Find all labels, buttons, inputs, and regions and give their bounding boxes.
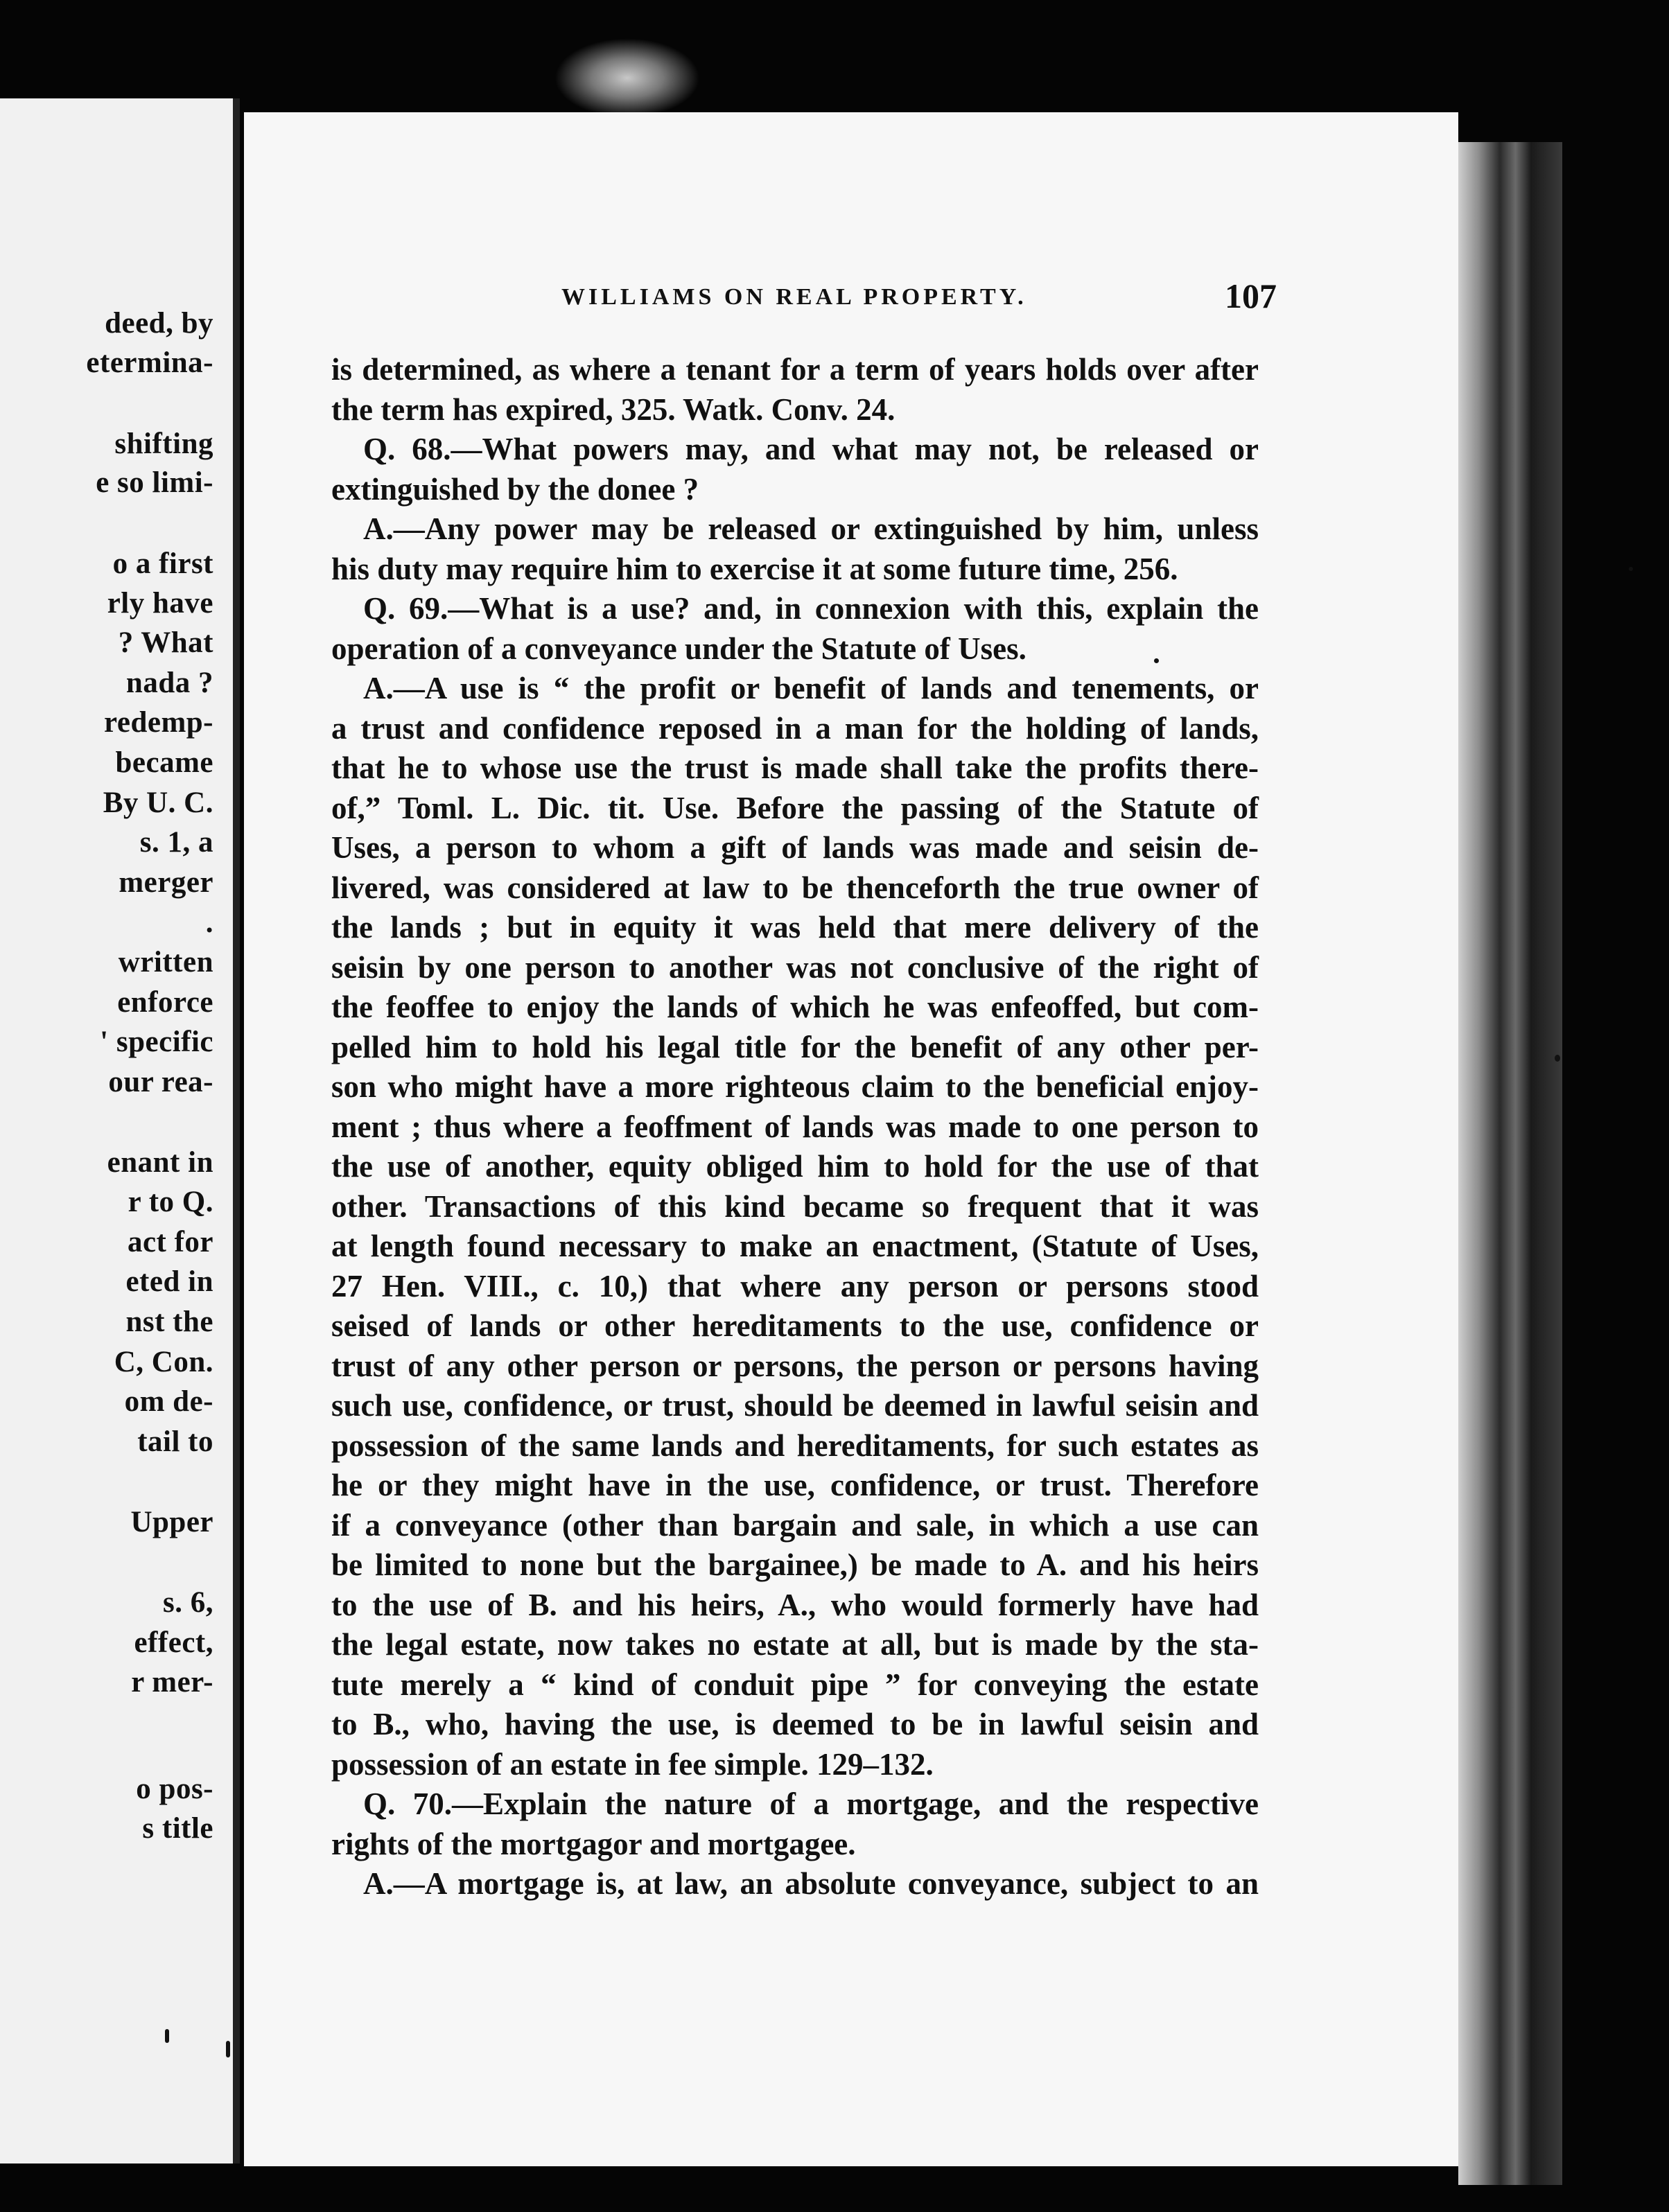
text-line: his duty may require him to exercise it at some future time, 256. [331, 551, 1178, 586]
text-line: the lands ; but in equity it was held that mere delivery of the [331, 910, 1259, 945]
text-line: Q. 68.—What powers may, and what may not, be released or [363, 432, 1259, 466]
left-page-line: act for [127, 1226, 213, 1258]
left-page-line: enant in [107, 1146, 213, 1179]
left-page-line: s. 1, a [139, 826, 213, 859]
left-page-line: became [115, 746, 213, 779]
left-page-line: our rea- [108, 1066, 213, 1098]
left-page-line: r to Q. [128, 1186, 213, 1218]
left-page-line: By U. C. [103, 787, 213, 819]
text-line: is determined, as where a tenant for a term of years holds over after [331, 352, 1259, 387]
text-line: Q. 70.—Explain the nature of a mortgage, and the respective [363, 1787, 1259, 1821]
left-page-line: redemp- [104, 706, 213, 739]
left-page-line: shifting [114, 428, 213, 460]
text-line: seisin by one person to another was not conclusive of the right of [331, 949, 1259, 985]
left-facing-page [0, 98, 240, 2163]
text-line: possession of an estate in fee simple. 129–132. [331, 1746, 934, 1782]
left-page-line: eted in [125, 1265, 213, 1298]
text-line: pelled him to hold his legal title for the benefit of any other per- [331, 1029, 1259, 1064]
text-line: at length found necessary to make an enactment, (Statute of Uses, [331, 1229, 1259, 1263]
text-line: to B., who, having the use, is deemed to be in lawful seisin and [331, 1707, 1259, 1741]
text-line: trust of any other person or persons, the person or persons having [331, 1348, 1259, 1383]
left-page-line: effect, [134, 1626, 213, 1659]
ink-speck [226, 2041, 230, 2057]
text-line: a trust and confidence reposed in a man for the holding of lands, [331, 710, 1259, 746]
left-page-line: . [205, 906, 213, 939]
left-page-line: o a first [112, 547, 213, 580]
text-line: extinguished by the donee ? [331, 471, 699, 507]
text-line: that he to whose use the trust is made shall take the profits there- [331, 750, 1259, 785]
text-line: if a conveyance (other than bargain and sale, in which a use can [331, 1507, 1259, 1543]
running-head [319, 276, 1277, 326]
text-line: livered, was considered at law to be thenceforth the true owner of [331, 870, 1259, 905]
dust-spot [554, 38, 700, 118]
left-page-line: Upper [130, 1506, 213, 1538]
text-line: A.—A use is “ the profit or benefit of lands and tenements, or [363, 671, 1259, 705]
text-line: 27 Hen. VIII., c. 10,) that where any person or persons stood [331, 1268, 1259, 1304]
ink-speck [1154, 658, 1159, 663]
text-line: son who might have a more righteous claim to the beneficial enjoy- [331, 1069, 1259, 1104]
text-line: the term has expired, 325. Watk. Conv. 24. [331, 392, 895, 427]
text-line: the use of another, equity obliged him to hold for the use of that [331, 1149, 1259, 1184]
text-line: the legal estate, now takes no estate at all, but is made by the sta- [331, 1627, 1259, 1662]
text-line: of,” Toml. L. Dic. tit. Use. Before the passing of the Statute of [331, 790, 1259, 825]
text-line: ment ; thus where a feoffment of lands was made to one person to [331, 1109, 1259, 1144]
text-line: to the use of B. and his heirs, A., who would formerly have had [331, 1587, 1259, 1622]
left-page-line: enforce [117, 986, 213, 1019]
left-page-line: r mer- [131, 1666, 213, 1698]
running-title: WILLIAMS ON REAL PROPERTY. [561, 284, 1027, 310]
text-line: he or they might have in the use, confidence, or trust. Therefore [331, 1468, 1259, 1502]
left-page-line: rly have [107, 587, 213, 620]
left-page-line: merger [119, 866, 213, 899]
text-line: operation of a conveyance under the Statute of Uses. [331, 631, 1026, 666]
text-line: Q. 69.—What is a use? and, in connexion with this, explain the [363, 591, 1259, 626]
text-line: rights of the mortgagor and mortgagee. [331, 1826, 856, 1861]
body-text [331, 350, 1259, 1904]
left-page-line: o pos- [136, 1773, 213, 1805]
left-page-line: nst the [125, 1306, 213, 1338]
left-page-line: ? What [118, 626, 213, 659]
left-page-line: nada ? [125, 667, 213, 699]
ink-speck [1555, 1055, 1560, 1062]
ink-speck [1629, 567, 1633, 571]
text-line: seised of lands or other hereditaments to the use, confidence or [331, 1308, 1259, 1343]
page-number: 107 [1225, 276, 1277, 315]
left-page-line: ' specific [100, 1026, 213, 1058]
left-page-line: s title [142, 1812, 213, 1845]
text-line: Uses, a person to whom a gift of lands was made and seisin de- [331, 830, 1259, 865]
left-page-line: deed, by [105, 307, 213, 340]
text-line: the feoffee to enjoy the lands of which he was enfeoffed, but com- [331, 990, 1259, 1024]
ink-speck [165, 2029, 169, 2043]
text-line: be limited to none but the bargainee,) be made to A. and his heirs [331, 1547, 1259, 1582]
left-page-line: etermina- [86, 346, 213, 379]
text-line: possession of the same lands and hereditaments, for such estates as [331, 1428, 1259, 1463]
text-line: such use, confidence, or trust, should be deemed in lawful seisin and [331, 1388, 1259, 1423]
left-page-line: written [118, 946, 213, 978]
left-page-line: tail to [137, 1425, 213, 1458]
page-edge-shadow [1458, 142, 1562, 2185]
text-line: other. Transactions of this kind became so frequent that it was [331, 1188, 1259, 1224]
text-line: A.—A mortgage is, at law, an absolute conveyance, subject to an [363, 1866, 1259, 1901]
left-page-line: om de- [124, 1385, 213, 1418]
left-page-line: e so limi- [96, 466, 213, 499]
text-line: A.—Any power may be released or extinguished by him, unless [363, 511, 1259, 546]
left-page-line: C, Con. [114, 1346, 213, 1378]
left-page-line: s. 6, [163, 1586, 213, 1619]
text-line: tute merely a “ kind of conduit pipe ” for conveying the estate [331, 1667, 1259, 1702]
